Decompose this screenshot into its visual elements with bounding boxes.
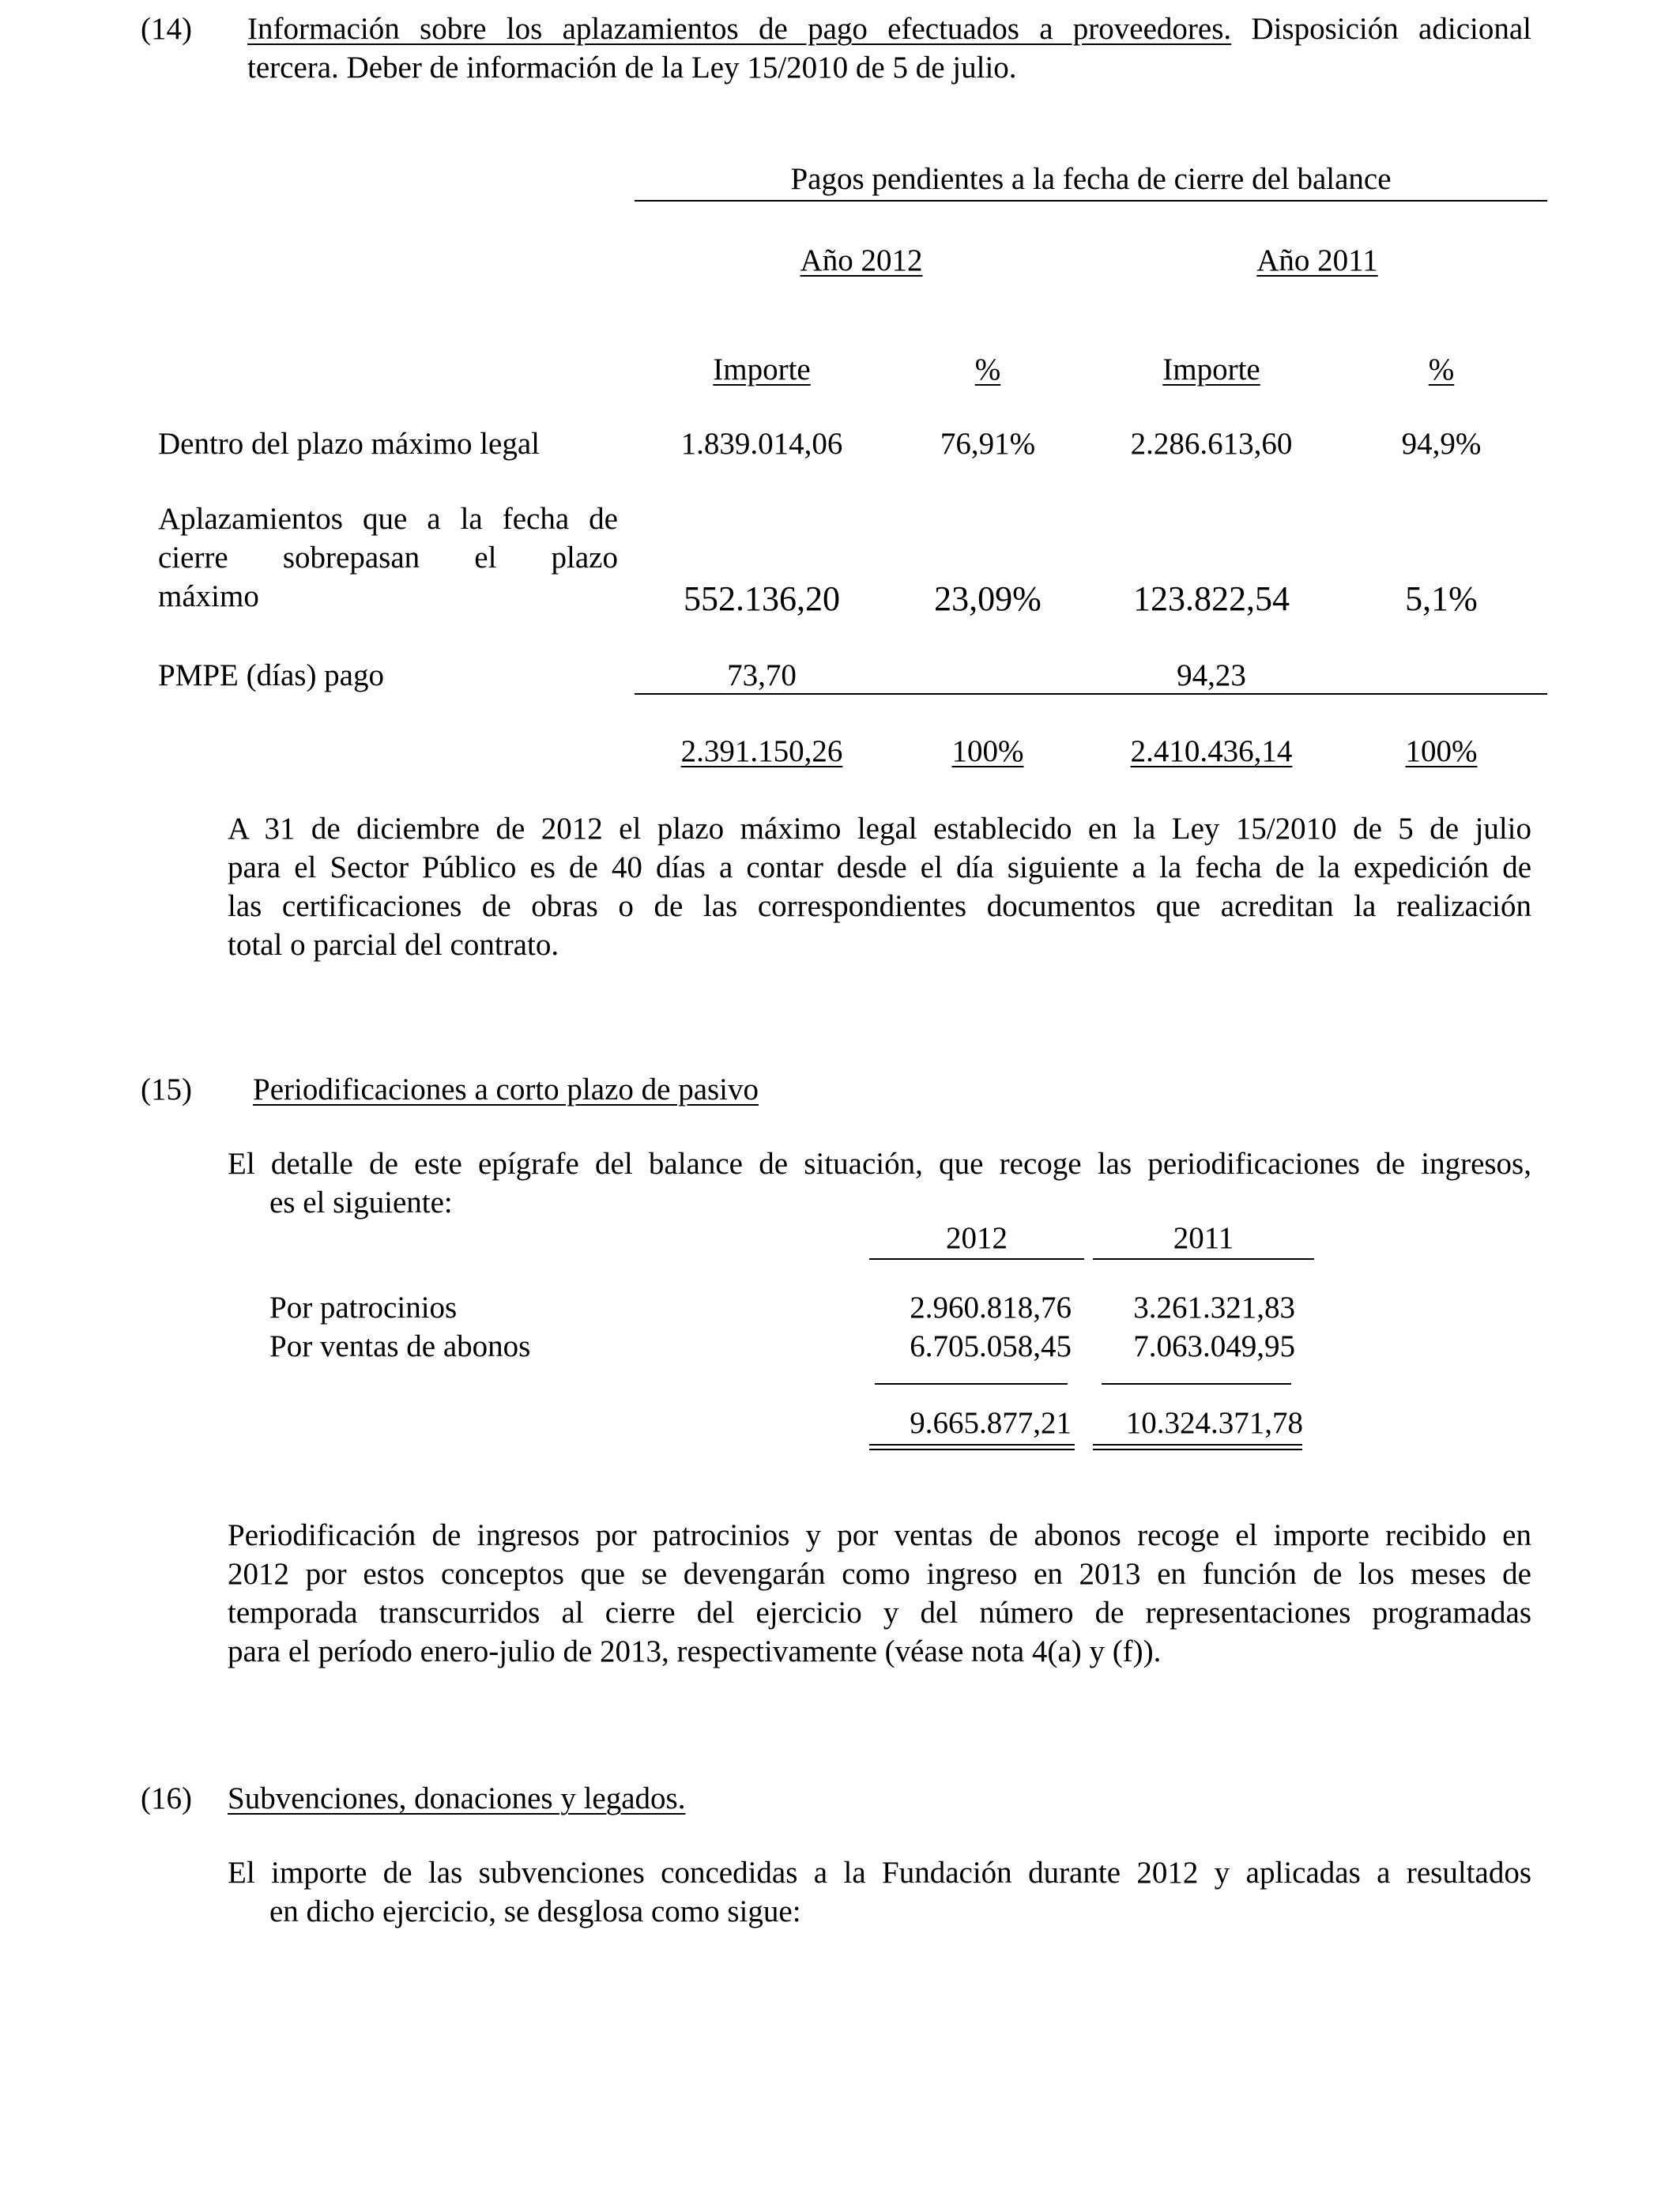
s15-intro-line2: es el siguiente: xyxy=(269,1186,453,1220)
row-label-line1: Aplazamientos que a la fecha de xyxy=(158,502,618,536)
section-16-title: Subvenciones, donaciones y legados. xyxy=(228,1781,686,1815)
total-importe-2011: 2.410.436,14 xyxy=(1130,734,1293,768)
col-pct-2012: % xyxy=(974,352,1001,386)
section-14-title-rest: Disposición adicional xyxy=(1231,12,1531,46)
row-value-2011: 7.063.049,95 xyxy=(1133,1329,1295,1363)
pmpe-2012: 73,70 xyxy=(727,658,797,692)
row-importe-2011: 2.286.613,60 xyxy=(1130,427,1293,461)
col-2011: 2011 xyxy=(1173,1221,1234,1255)
row-pct-2012: 23,09% xyxy=(934,579,1042,618)
col-2012: 2012 xyxy=(946,1221,1008,1255)
row-importe-2012: 552.136,20 xyxy=(684,579,840,618)
total-importe-2012: 2.391.150,26 xyxy=(680,734,843,768)
row-pct-2012: 76,91% xyxy=(940,427,1036,461)
s14-paragraph-line3: las certificaciones de obras o de las correspondientes documentos que acreditan la realización xyxy=(228,889,1531,923)
pmpe-label: PMPE (días) pago xyxy=(158,658,384,692)
s15-paragraph-line1: Periodificación de ingresos por patrocinios y por ventas de abonos recoge el importe recibido en xyxy=(228,1518,1531,1552)
col-importe-2012: Importe xyxy=(713,352,811,386)
s15-paragraph-line2: 2012 por estos conceptos que se devengarán como ingreso en 2013 en función de los meses de xyxy=(228,1557,1531,1591)
section-14-heading-line2: tercera. Deber de información de la Ley 15/2010 de 5 de julio. xyxy=(247,51,1017,85)
row-value-2012: 6.705.058,45 xyxy=(910,1329,1072,1363)
s15-paragraph-line4: para el período enero-julio de 2013, respectivamente (véase nota 4(a) y (f)). xyxy=(228,1634,1162,1668)
group-header-rule xyxy=(635,200,1547,202)
payments-group-header: Pagos pendientes a la fecha de cierre del balance xyxy=(790,162,1392,196)
total-2011: 10.324.371,78 xyxy=(1125,1406,1303,1440)
col-2012-rule xyxy=(869,1258,1084,1260)
col-importe-2011: Importe xyxy=(1162,352,1260,386)
year-2011-header: Año 2011 xyxy=(1256,243,1378,277)
row-label: Por ventas de abonos xyxy=(269,1329,531,1363)
total-2012-double-rule xyxy=(869,1444,1075,1450)
total-2012: 9.665.877,21 xyxy=(910,1406,1072,1440)
row-value-2011: 3.261.321,83 xyxy=(1133,1291,1295,1325)
row-value-2012: 2.960.818,76 xyxy=(910,1291,1072,1325)
subtotal-2012-rule xyxy=(875,1383,1068,1385)
year-2012-header: Año 2012 xyxy=(800,243,923,277)
row-label-line2: cierre sobrepasan el plazo xyxy=(158,541,618,575)
s15-intro-line1: El detalle de este epígrafe del balance de situación, que recoge las periodificaciones de ingresos, xyxy=(228,1147,1531,1181)
subtotal-2011-rule xyxy=(1102,1383,1291,1385)
row-label: Dentro del plazo máximo legal xyxy=(158,427,541,461)
section-14-heading-line1 xyxy=(247,9,1531,48)
row-importe-2011: 123.822,54 xyxy=(1133,579,1290,618)
total-2011-double-rule xyxy=(1093,1444,1302,1450)
row-label-line3: máximo xyxy=(158,579,259,613)
total-pct-2011: 100% xyxy=(1405,734,1478,768)
section-14-title: Información sobre los aplazamientos de pago efectuados a proveedores. xyxy=(247,12,1232,46)
totals-rule xyxy=(635,693,1547,695)
s14-paragraph-line1: A 31 de diciembre de 2012 el plazo máximo legal establecido en la Ley 15/2010 de 5 de julio xyxy=(228,812,1531,846)
s14-paragraph-line4: total o parcial del contrato. xyxy=(228,928,559,962)
col-pct-2011: % xyxy=(1428,352,1455,386)
section-15-title: Periodificaciones a corto plazo de pasivo xyxy=(253,1072,759,1106)
s16-intro-line1: El importe de las subvenciones concedidas a la Fundación durante 2012 y aplicadas a resultados xyxy=(228,1856,1531,1890)
col-2011-rule xyxy=(1093,1258,1314,1260)
total-pct-2012: 100% xyxy=(951,734,1024,768)
s16-intro-line2: en dicho ejercicio, se desglosa como sigue: xyxy=(269,1894,801,1928)
row-pct-2011: 94,9% xyxy=(1401,427,1482,461)
row-importe-2012: 1.839.014,06 xyxy=(680,427,843,461)
s15-paragraph-line3: temporada transcurridos al cierre del ejercicio y del número de representaciones programadas xyxy=(228,1596,1531,1630)
section-14-number: (14) xyxy=(141,12,192,46)
s14-paragraph-line2: para el Sector Público es de 40 días a contar desde el día siguiente a la fecha de la expedición de xyxy=(228,850,1531,884)
pmpe-2011: 94,23 xyxy=(1177,658,1246,692)
row-pct-2011: 5,1% xyxy=(1405,579,1478,618)
section-16-number: (16) xyxy=(141,1781,192,1815)
section-15-number: (15) xyxy=(141,1072,192,1106)
row-label: Por patrocinios xyxy=(269,1291,458,1325)
